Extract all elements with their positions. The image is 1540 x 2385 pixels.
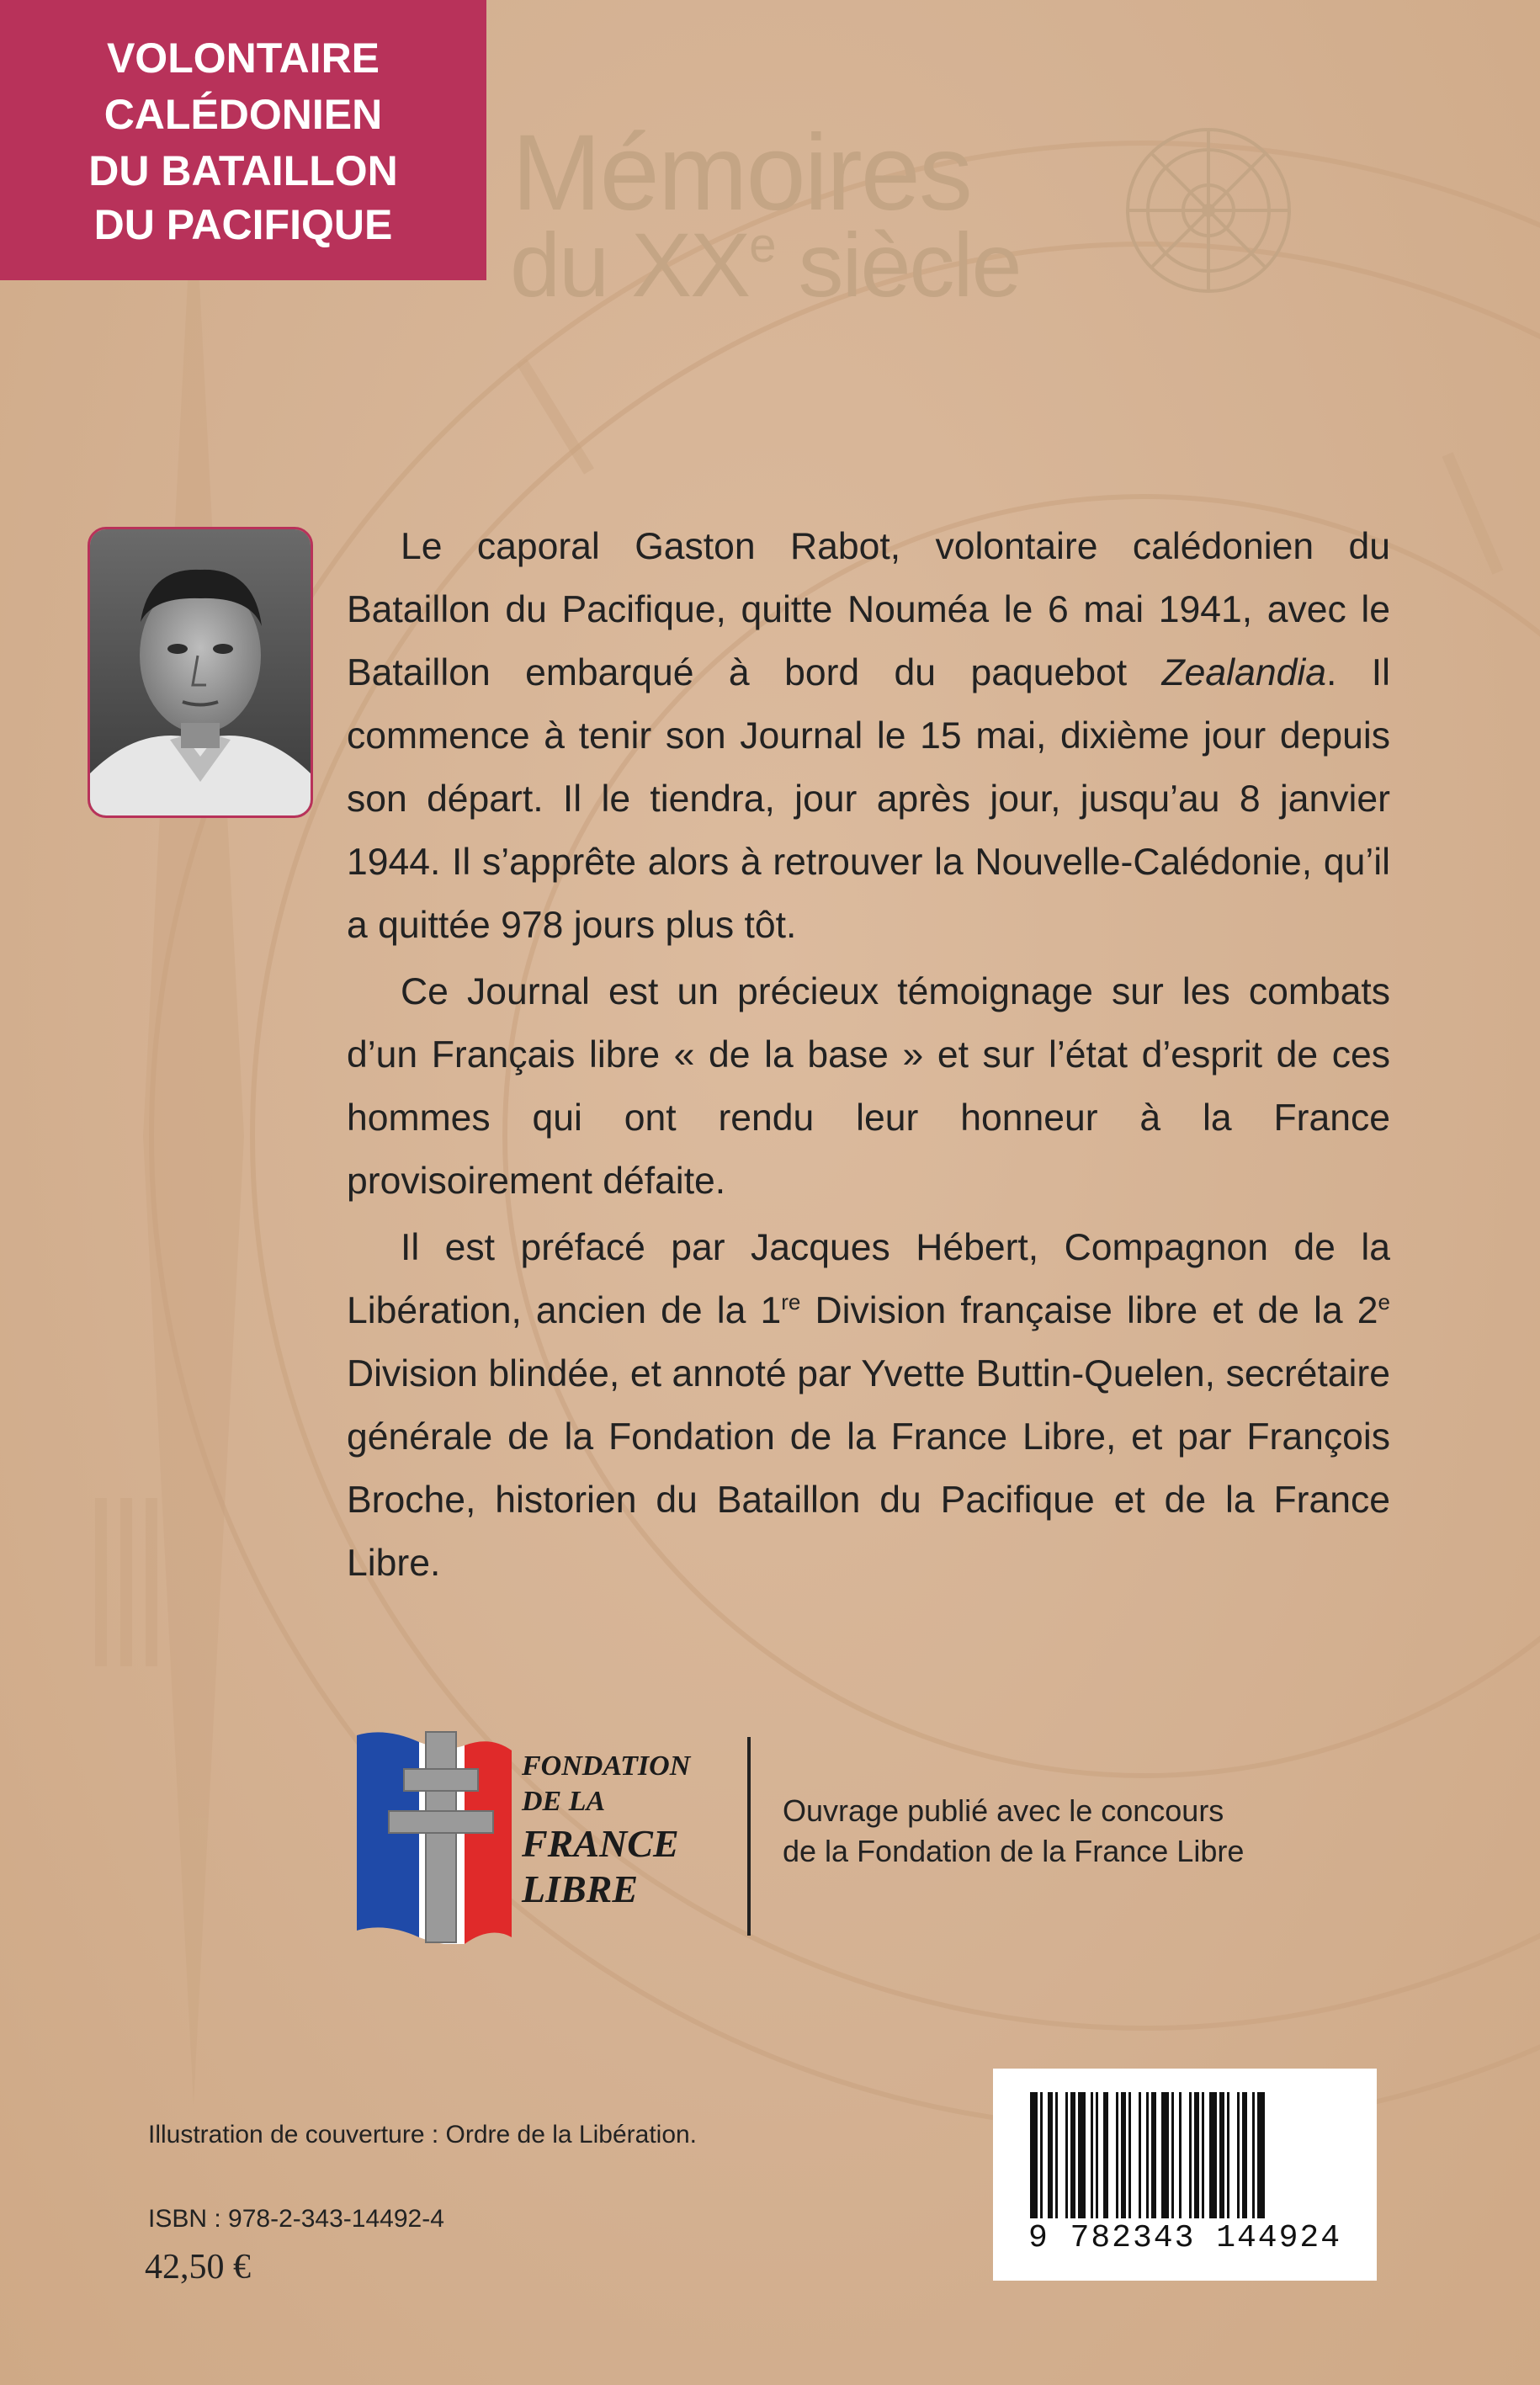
blurb-paragraph-2: Ce Journal est un précieux témoignage sur les combats d’un Français libre « de la base » et sur l’état d’esprit de ces hommes qui ont rendu leur honneur à la France provisoirement défaite. — [347, 971, 1390, 1202]
barcode-bar — [1237, 2092, 1240, 2218]
blurb-p3-text-c: Division blindée, et annoté par Yvette Buttin-Quelen, secrétaire générale de la Fondation de la France Libre, et par François Broche, historien du Bataillon du Pacifique et de la France Libre. — [347, 1353, 1390, 1584]
collection-title-prefix: du XX — [510, 214, 750, 316]
series-banner-line-4: DU PACIFIQUE — [93, 201, 393, 248]
barcode-bar — [1096, 2092, 1098, 2218]
barcode-bar — [1070, 2092, 1075, 2218]
collection-title-suffix: siècle — [774, 214, 1021, 316]
foundation-name-line-4: LIBRE — [522, 1867, 639, 1910]
series-banner-line-3: DU BATAILLON — [88, 147, 398, 194]
barcode-bar — [1202, 2092, 1204, 2218]
barcode-bar — [1179, 2092, 1182, 2218]
barcode-bar — [1091, 2092, 1093, 2218]
logo-divider — [747, 1737, 751, 1936]
barcode-bar — [1121, 2092, 1126, 2218]
barcode-bar — [1257, 2092, 1265, 2218]
barcode-bar — [1139, 2092, 1141, 2218]
series-banner-line-1: VOLONTAIRE — [106, 35, 380, 82]
foundation-name-line-2: DE LA — [522, 1786, 606, 1817]
barcode-bar — [1040, 2092, 1043, 2218]
barcode-bar — [1219, 2092, 1224, 2218]
blurb-p1-text-a: Le caporal Gaston Rabot, volontaire calédonien du Bataillon du Pacifique, quitte Nouméa le 6 mai 1941, avec le Bataillon embarqué à bord du paquebot — [347, 526, 1390, 693]
barcode-bar — [1151, 2092, 1156, 2218]
sponsor-line-1: Ouvrage publié avec le concours — [783, 1793, 1224, 1828]
sponsor-line-2: de la Fondation de la France Libre — [783, 1834, 1245, 1868]
collection-title-line-1: Mémoires — [512, 113, 971, 233]
barcode-bar — [1030, 2092, 1038, 2218]
barcode-bar — [1055, 2092, 1058, 2218]
barcode-bar — [1171, 2092, 1174, 2218]
barcode-bar — [1189, 2092, 1192, 2218]
blurb-paragraph-3 — [347, 1216, 1390, 1595]
barcode-bar — [1103, 2092, 1108, 2218]
barcode — [993, 2069, 1377, 2281]
barcode-bar — [1252, 2092, 1255, 2218]
barcode-bar — [1194, 2092, 1199, 2218]
blurb-paragraph-1 — [347, 515, 1390, 957]
ship-name: Zealandia — [1161, 652, 1326, 693]
back-cover-blurb — [347, 515, 1390, 1598]
collection-title-sup: e — [749, 218, 775, 273]
price: 42,50 € — [145, 2248, 251, 2287]
barcode-bar — [1161, 2092, 1169, 2218]
cover-illustration-credit: Illustration de couverture : Ordre de la Libération. — [148, 2121, 698, 2149]
barcode-bar — [1128, 2092, 1131, 2218]
blurb-p3-sup-1: re — [781, 1289, 801, 1315]
foundation-name-line-3: FRANCE — [522, 1822, 679, 1865]
barcode-bar — [1209, 2092, 1217, 2218]
barcode-bar — [1116, 2092, 1118, 2218]
series-banner — [0, 0, 486, 280]
foundation-name-line-1: FONDATION — [522, 1750, 691, 1782]
isbn: ISBN : 978-2-343-14492-4 — [148, 2205, 444, 2233]
barcode-bar — [1065, 2092, 1068, 2218]
blurb-p3-sup-2: e — [1378, 1289, 1390, 1315]
author-portrait — [88, 527, 313, 818]
series-banner-line-2: CALÉDONIEN — [104, 91, 383, 138]
blurb-p3-text-a: Il est préfacé par Jacques Hébert, Compagnon de la Libération, ancien de la 1 — [347, 1227, 1390, 1331]
barcode-bar — [1242, 2092, 1247, 2218]
barcode-digits: 9 782343 144924 — [1028, 2220, 1342, 2256]
clock-emblem-icon — [1123, 125, 1294, 296]
blurb-p3-text-b: Division française libre et de la 2 — [800, 1290, 1378, 1331]
barcode-bar — [1078, 2092, 1086, 2218]
blurb-p1-text-b: . Il commence à tenir son Journal le 15 mai, dixième jour depuis son départ. Il le tiendra, jour après jour, jusqu’au 8 janvier 1944. Il s’apprête alors à retrouver la Nouvelle-Calédonie, qu’il a quittée 978 jours plus tôt. — [347, 652, 1390, 946]
barcode-bar — [1048, 2092, 1053, 2218]
barcode-bar — [1146, 2092, 1149, 2218]
barcode-bar — [1227, 2092, 1229, 2218]
collection-title-line-2 — [510, 212, 1021, 317]
